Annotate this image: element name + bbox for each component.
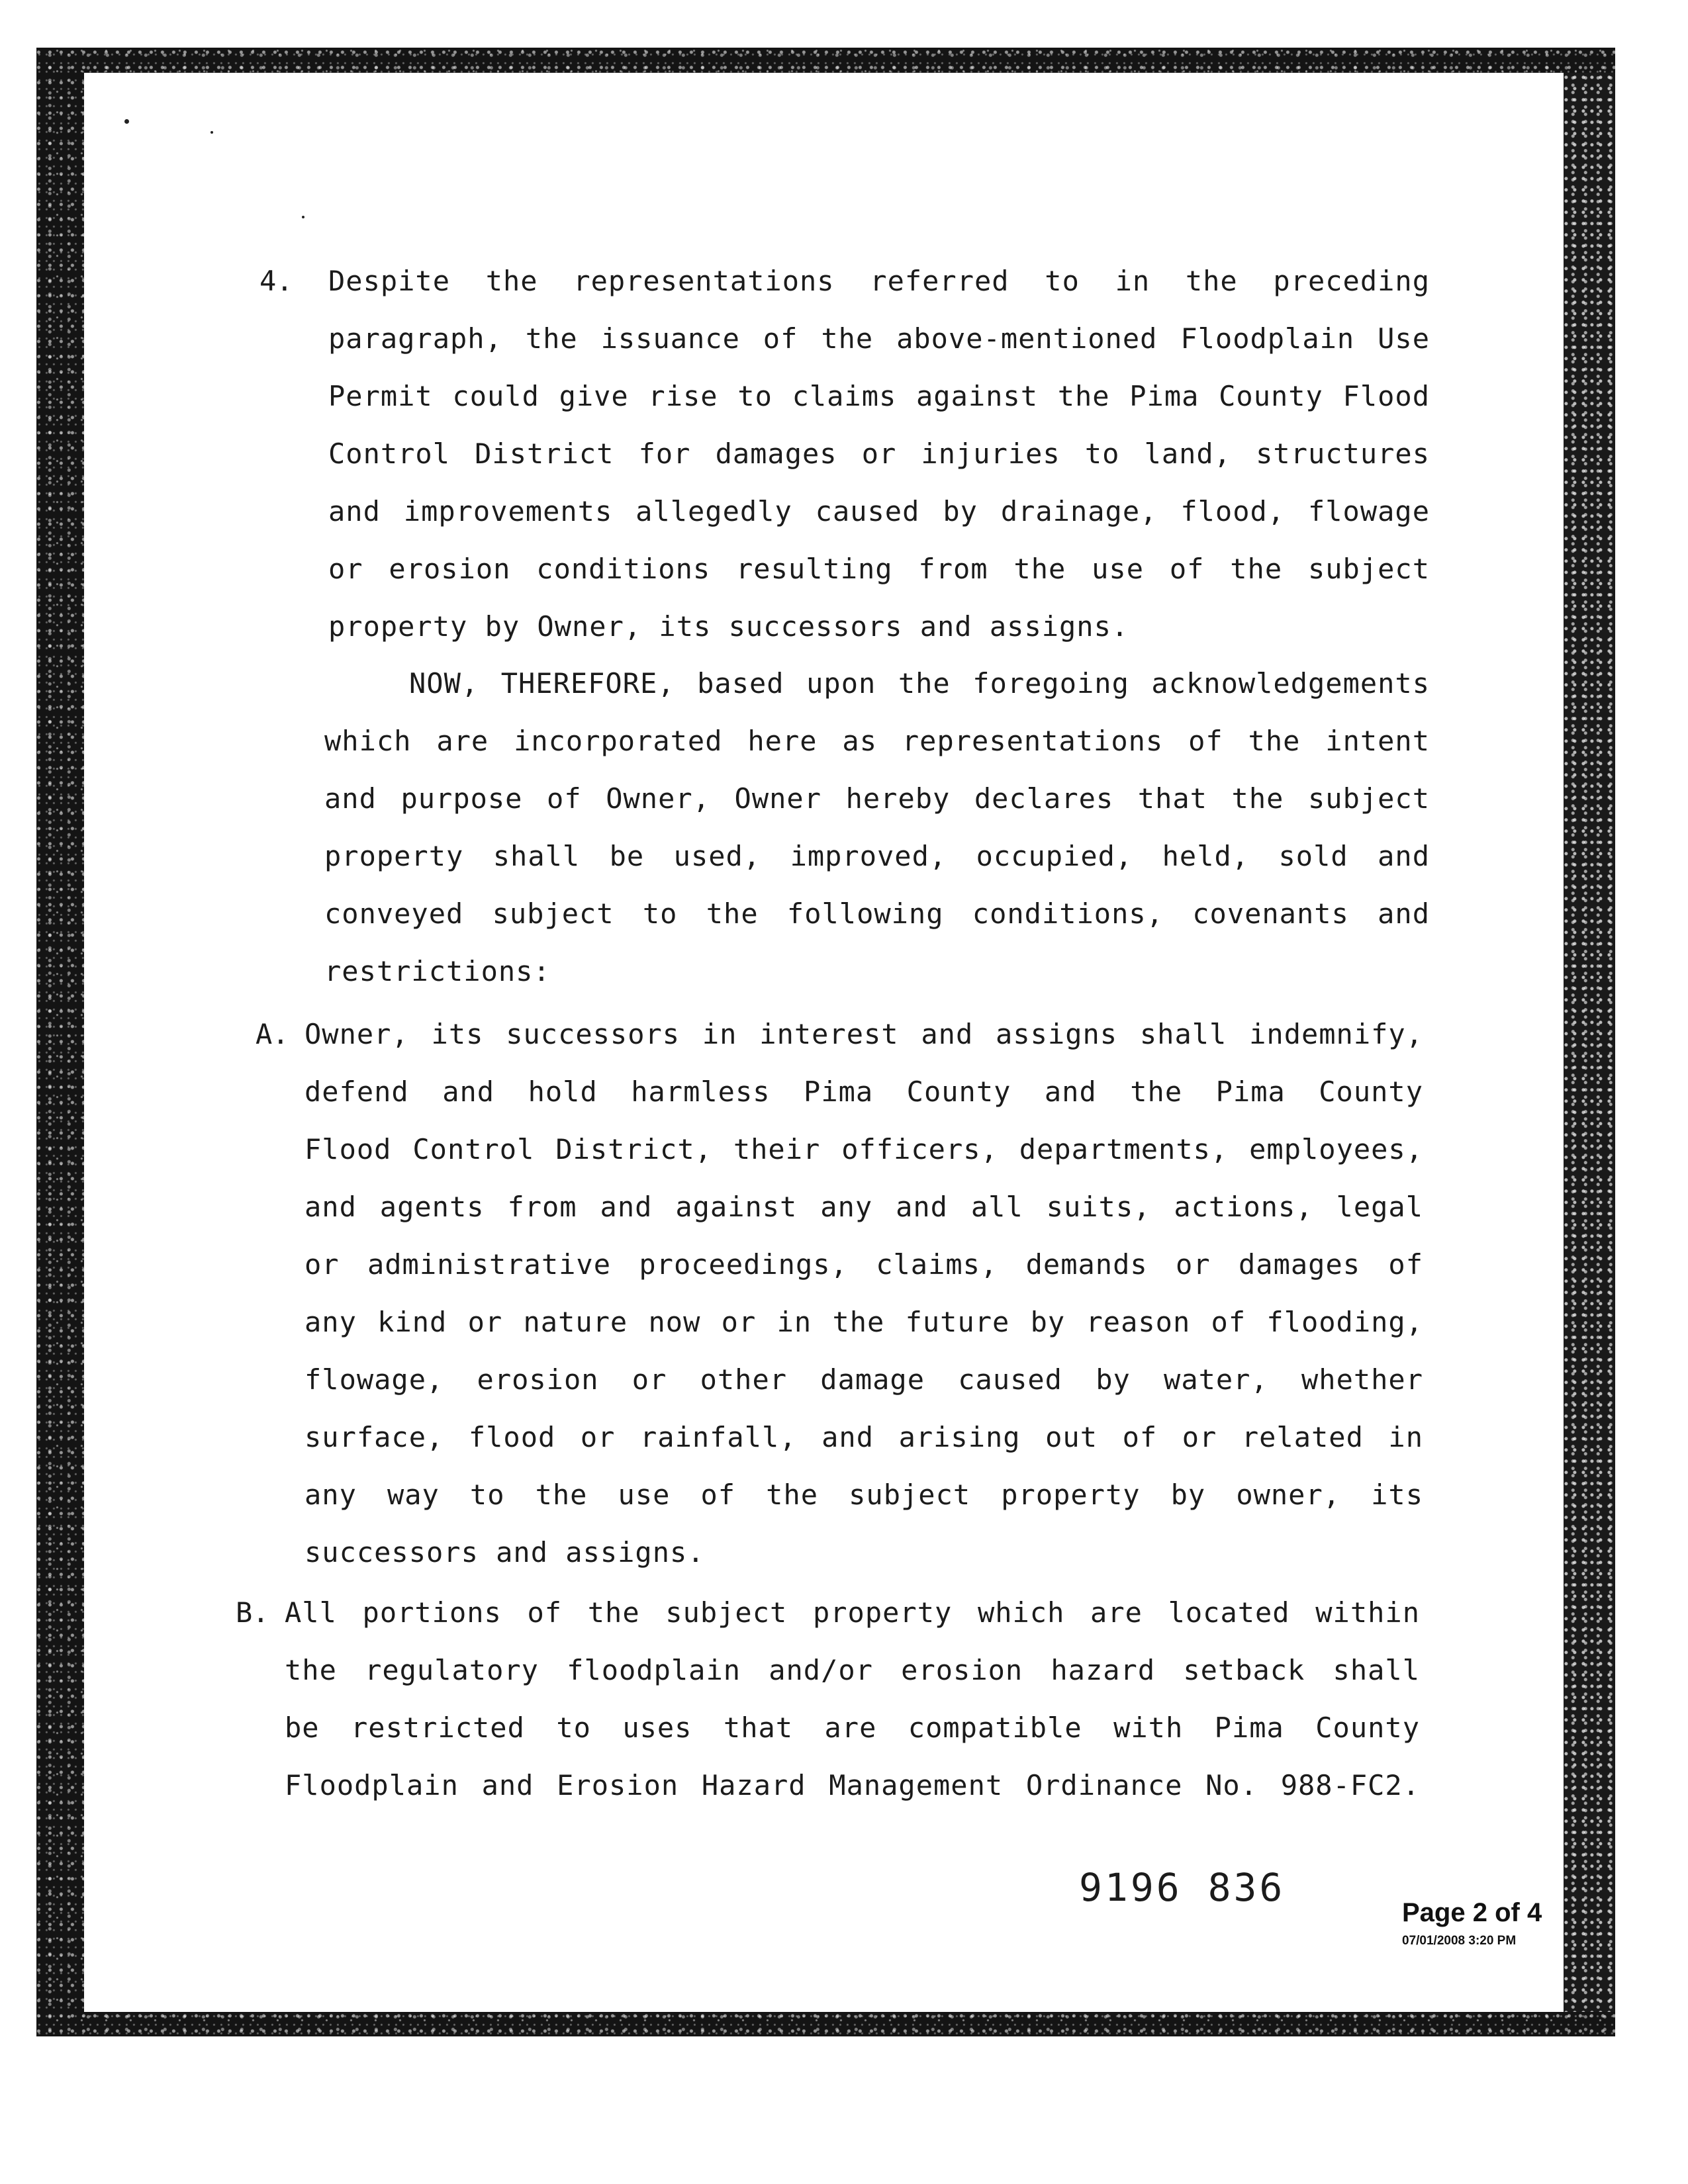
clause-letter: A. [256, 1018, 289, 1050]
text-line: Control District for damages or injuries to land, structures [328, 437, 1430, 470]
text-line: defend and hold harmless Pima County and the Pima County [305, 1075, 1423, 1108]
text-line: or erosion conditions resulting from the use of the subject [328, 553, 1430, 585]
text-line: paragraph, the issuance of the above-mentioned Floodplain Use [328, 322, 1430, 355]
text-line: or administrative proceedings, claims, demands or damages of [305, 1248, 1423, 1281]
text-line: which are incorporated here as representations of the intent [324, 725, 1430, 757]
text-line: Owner, its successors in interest and assigns shall indemnify, [305, 1018, 1423, 1050]
text-line: and purpose of Owner, Owner hereby declares that the subject [324, 782, 1430, 815]
text-line: Permit could give rise to claims against the Pima County Flood [328, 380, 1430, 412]
stray-mark [302, 216, 305, 218]
clause-letter: B. [236, 1596, 269, 1629]
text-line: flowage, erosion or other damage caused by water, whether [305, 1363, 1423, 1396]
text-line: restrictions: [324, 955, 551, 987]
stray-mark [211, 131, 213, 134]
text-line: Floodplain and Erosion Hazard Management Ordinance No. 988-FC2. [285, 1769, 1420, 1801]
text-line: Flood Control District, their officers, departments, employees, [305, 1133, 1423, 1165]
text-line: Despite the representations referred to in the preceding [328, 265, 1430, 297]
text-line: be restricted to uses that are compatible with Pima County [285, 1711, 1420, 1744]
text-line: the regulatory floodplain and/or erosion hazard setback shall [285, 1654, 1420, 1686]
text-line: and agents from and against any and all suits, actions, legal [305, 1191, 1423, 1223]
text-line: any way to the use of the subject property by owner, its [305, 1479, 1423, 1511]
recording-number: 9196 836 [1079, 1865, 1286, 1910]
text-line: All portions of the subject property which are located within [285, 1596, 1420, 1629]
text-line: successors and assigns. [305, 1536, 705, 1569]
text-line: property by Owner, its successors and assigns. [328, 610, 1129, 643]
text-line: surface, flood or rainfall, and arising out of or related in [305, 1421, 1423, 1453]
page-number: Page 2 of 4 [1402, 1898, 1542, 1927]
right-edge-noise [1564, 73, 1615, 2012]
text-line: NOW, THEREFORE, based upon the foregoing acknowledgements [409, 667, 1430, 700]
text-line: and improvements allegedly caused by drainage, flood, flowage [328, 495, 1430, 527]
text-line: any kind or nature now or in the future by reason of flooding, [305, 1306, 1423, 1338]
text-line: conveyed subject to the following conditions, covenants and [324, 897, 1430, 930]
stray-mark [124, 119, 129, 124]
text-line: property shall be used, improved, occupied, held, sold and [324, 840, 1430, 872]
paragraph-number: 4. [259, 265, 293, 297]
print-timestamp: 07/01/2008 3:20 PM [1402, 1934, 1517, 1948]
